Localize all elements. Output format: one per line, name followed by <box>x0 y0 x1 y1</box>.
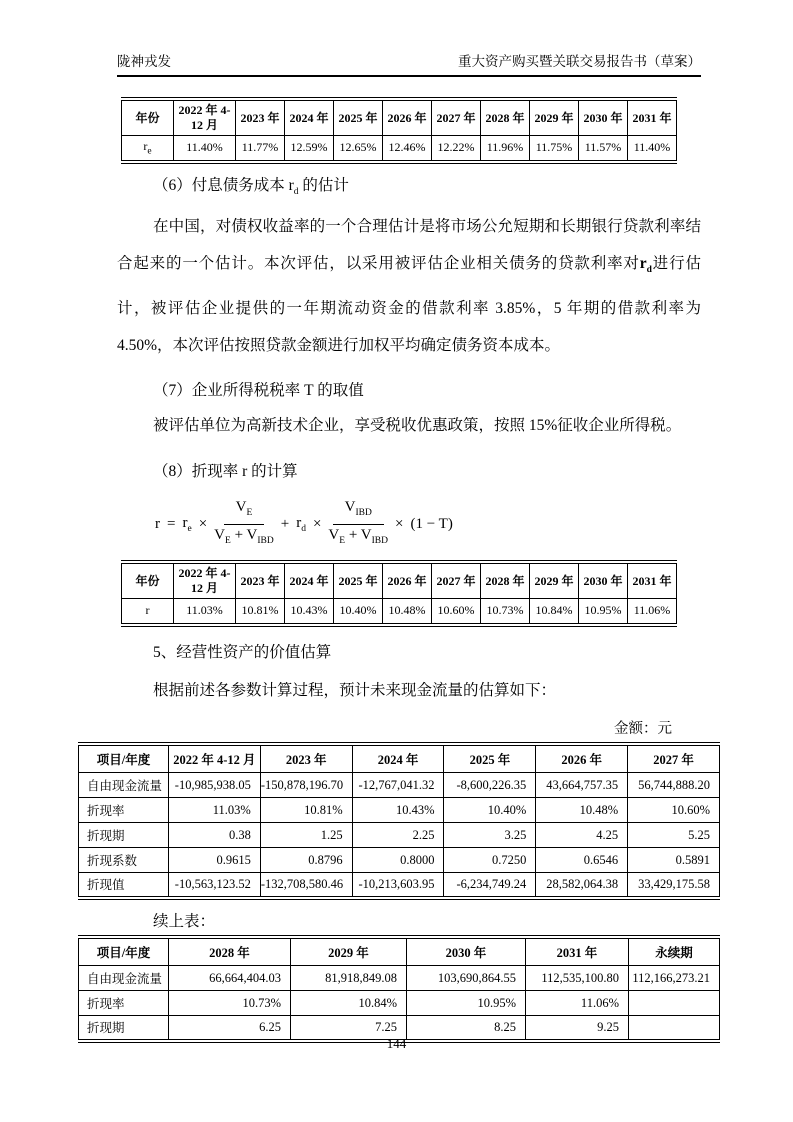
year-header-cell: 2024 年 <box>285 99 334 136</box>
section-6-paragraph: 在中国，对债权收益率的一个合理估计是将市场公允短期和长期银行贷款利率结合起来的一个估计。本次评估，以采用被评估企业相关债务的贷款利率对$r_d$进行估计，被评估企业提供的一年期流动资金的借款利率 3.85%，5 年期的借款利率为 4.50%，本次评估按照贷款金额进行加权平均确定债务资本成本。 <box>117 217 701 355</box>
column-header-cell: 2028 年 <box>169 937 291 966</box>
value-cell: -10,563,123.52 <box>169 873 261 898</box>
value-cell: 81,918,849.08 <box>291 966 407 991</box>
value-cell: 12.22% <box>432 136 481 162</box>
column-header-cell: 项目/年度 <box>79 937 169 966</box>
running-header <box>117 50 701 77</box>
value-cell: 11.96% <box>481 136 530 162</box>
value-cell: 12.46% <box>383 136 432 162</box>
column-header-cell: 2029 年 <box>291 937 407 966</box>
year-header-cell: 2026 年 <box>383 562 432 599</box>
value-cell: -10,985,938.05 <box>169 773 261 798</box>
value-cell: 10.84% <box>530 599 579 625</box>
header-report-title: 重大资产购买暨关联交易报告书（草案） <box>458 54 701 69</box>
section-7-paragraph: 被评估单位为高新技术企业，享受税收优惠政策，按照 15%征收企业所得税。 <box>153 416 682 434</box>
corner-header-cell: 年份 <box>122 562 174 599</box>
value-cell: 5.25 <box>628 823 720 848</box>
value-cell: 11.40% <box>174 136 236 162</box>
table-data-row <box>79 798 720 823</box>
value-cell: 10.81% <box>236 599 285 625</box>
value-cell: 10.95% <box>407 991 526 1016</box>
value-cell: 11.75% <box>530 136 579 162</box>
section-6-heading: （6）付息债务成本 $r_d$ 的估计 <box>153 176 349 197</box>
rd-subscript: d <box>293 186 299 197</box>
tax-shield-term: (1 − T) <box>410 515 453 532</box>
discount-rate-formula: r = $r_e$ × $\frac{V_E}{V_E + V_{IBD}}$ + $r_d$ × $\frac{V_{IBD}}{V_E + V_{IBD}}$ × (1 − T) <box>155 498 701 550</box>
value-cell: 10.48% <box>536 798 628 823</box>
column-header-cell: 2031 年 <box>526 937 629 966</box>
value-cell: 10.84% <box>291 991 407 1016</box>
year-header-cell: 2028 年 <box>481 99 530 136</box>
value-cell: 9.25 <box>526 1016 629 1041</box>
debt-weight-fraction: $\frac{V_{IBD}}{V_E + V_{IBD}}$ <box>328 498 388 546</box>
value-cell: 10.81% <box>260 798 352 823</box>
table-data-row <box>122 136 677 162</box>
equity-weight-fraction: $\frac{V_E}{V_E + V_{IBD}}$ <box>214 498 274 546</box>
value-cell: 56,744,888.20 <box>628 773 720 798</box>
value-cell: 11.57% <box>579 136 628 162</box>
year-header-cell: 2029 年 <box>530 562 579 599</box>
value-cell: 10.73% <box>169 991 291 1016</box>
year-header-cell: 2027 年 <box>432 562 481 599</box>
row-label-cell: 自由现金流量 <box>79 966 169 991</box>
value-cell: 6.25 <box>169 1016 291 1041</box>
row-label-cell: 自由现金流量 <box>79 773 169 798</box>
value-cell: 33,429,175.58 <box>628 873 720 898</box>
value-cell: 112,535,100.80 <box>526 966 629 991</box>
value-cell: 43,664,757.35 <box>536 773 628 798</box>
cashflow-table-2028-perpetual <box>78 935 720 1043</box>
value-cell: 66,664,404.03 <box>169 966 291 991</box>
table-data-row <box>79 991 720 1016</box>
value-cell: 10.48% <box>383 599 432 625</box>
year-header-cell: 2031 年 <box>628 99 677 136</box>
value-cell: 103,690,864.55 <box>407 966 526 991</box>
page-number: 144 <box>386 1036 407 1051</box>
year-header-cell: 2025 年 <box>334 562 383 599</box>
value-cell: -8,600,226.35 <box>444 773 536 798</box>
year-header-cell: 2022 年 4-12 月 <box>174 99 236 136</box>
section-5-heading: 5、经营性资产的价值估算 <box>153 643 332 661</box>
section-7-heading: （7）企业所得税税率 T 的取值 <box>153 381 364 399</box>
year-header-cell: 2030 年 <box>579 562 628 599</box>
year-header-cell: 2027 年 <box>432 99 481 136</box>
row-label-cell: 折现率 <box>79 798 169 823</box>
value-cell: 10.60% <box>628 798 720 823</box>
table-continued-label: 续上表： <box>153 912 216 930</box>
column-header-cell: 永续期 <box>629 937 720 966</box>
re-symbol: $r_e$ <box>182 514 192 534</box>
value-cell: -132,708,580.46 <box>260 873 352 898</box>
value-cell: 10.40% <box>334 599 383 625</box>
value-cell: 28,582,064.38 <box>536 873 628 898</box>
value-cell: 0.7250 <box>444 848 536 873</box>
row-label-cell: 折现期 <box>79 823 169 848</box>
table-data-row <box>79 966 720 991</box>
year-header-cell: 2029 年 <box>530 99 579 136</box>
corner-header-cell: 年份 <box>122 99 174 136</box>
column-header-cell: 项目/年度 <box>79 744 169 773</box>
column-header-cell: 2026 年 <box>536 744 628 773</box>
value-cell: 10.43% <box>285 599 334 625</box>
column-header-cell: 2027 年 <box>628 744 720 773</box>
value-cell: 0.6546 <box>536 848 628 873</box>
value-cell: 1.25 <box>260 823 352 848</box>
section-5-intro: 根据前述各参数计算过程，预计未来现金流量的估算如下： <box>153 681 557 699</box>
value-cell: 11.03% <box>174 599 236 625</box>
value-cell: 4.25 <box>536 823 628 848</box>
value-cell: 11.06% <box>526 991 629 1016</box>
row-label-cell: 折现系数 <box>79 848 169 873</box>
year-header-cell: 2028 年 <box>481 562 530 599</box>
value-cell: 3.25 <box>444 823 536 848</box>
cashflow-table-2022-2027 <box>78 742 720 900</box>
value-cell: 10.43% <box>352 798 444 823</box>
value-cell: 0.38 <box>169 823 261 848</box>
table-data-row <box>122 599 677 625</box>
year-header-cell: 2024 年 <box>285 562 334 599</box>
column-header-cell: 2023 年 <box>260 744 352 773</box>
header-company-name: 陇神戎发 <box>117 54 171 69</box>
column-header-cell: 2030 年 <box>407 937 526 966</box>
value-cell: 0.5891 <box>628 848 720 873</box>
value-cell: -10,213,603.95 <box>352 873 444 898</box>
rd-inline-symbol: $r_d$ <box>639 255 652 276</box>
discount-rate-table <box>121 560 677 627</box>
table-header-row <box>79 937 720 966</box>
year-header-cell: 2026 年 <box>383 99 432 136</box>
rd-symbol: $r_d$ <box>296 514 306 534</box>
year-header-cell: 2023 年 <box>236 99 285 136</box>
table-header-row <box>122 99 677 136</box>
table-data-row <box>79 873 720 898</box>
value-cell: 10.95% <box>579 599 628 625</box>
value-cell: 2.25 <box>352 823 444 848</box>
table-header-row <box>122 562 677 599</box>
value-cell: -150,878,196.70 <box>260 773 352 798</box>
value-cell: 0.8796 <box>260 848 352 873</box>
year-header-cell: 2025 年 <box>334 99 383 136</box>
column-header-cell: 2025 年 <box>444 744 536 773</box>
table-data-row <box>79 773 720 798</box>
table-data-row <box>79 823 720 848</box>
row-label-cell: 折现期 <box>79 1016 169 1041</box>
row-label-cell: 折现率 <box>79 991 169 1016</box>
value-cell: 112,166,273.21 <box>629 966 720 991</box>
value-cell: 11.40% <box>628 136 677 162</box>
value-cell: 8.25 <box>407 1016 526 1041</box>
section-8-heading: （8）折现率 r 的计算 <box>153 463 298 481</box>
year-header-cell: 2031 年 <box>628 562 677 599</box>
value-cell: 12.65% <box>334 136 383 162</box>
column-header-cell: 2022 年 4-12 月 <box>169 744 261 773</box>
value-cell: 11.03% <box>169 798 261 823</box>
cost-of-equity-table <box>121 97 677 164</box>
value-cell: -12,767,041.32 <box>352 773 444 798</box>
year-header-cell: 2030 年 <box>579 99 628 136</box>
row-label-cell: 折现值 <box>79 873 169 898</box>
value-cell: 10.60% <box>432 599 481 625</box>
value-cell: 7.25 <box>291 1016 407 1041</box>
value-cell: -6,234,749.24 <box>444 873 536 898</box>
table-header-row <box>79 744 720 773</box>
value-cell: 0.8000 <box>352 848 444 873</box>
year-header-cell: 2022 年 4-12 月 <box>174 562 236 599</box>
value-cell: 12.59% <box>285 136 334 162</box>
column-header-cell: 2024 年 <box>352 744 444 773</box>
value-cell: 0.9615 <box>169 848 261 873</box>
value-cell: 11.77% <box>236 136 285 162</box>
row-label-cell: r <box>122 599 174 625</box>
row-label-cell: $r_e$ <box>122 136 174 162</box>
value-cell: 10.73% <box>481 599 530 625</box>
value-cell <box>629 991 720 1016</box>
table-data-row <box>79 848 720 873</box>
year-header-cell: 2023 年 <box>236 562 285 599</box>
value-cell: 11.06% <box>628 599 677 625</box>
value-cell: 10.40% <box>444 798 536 823</box>
amount-unit-label: 金额：元 <box>614 720 672 737</box>
